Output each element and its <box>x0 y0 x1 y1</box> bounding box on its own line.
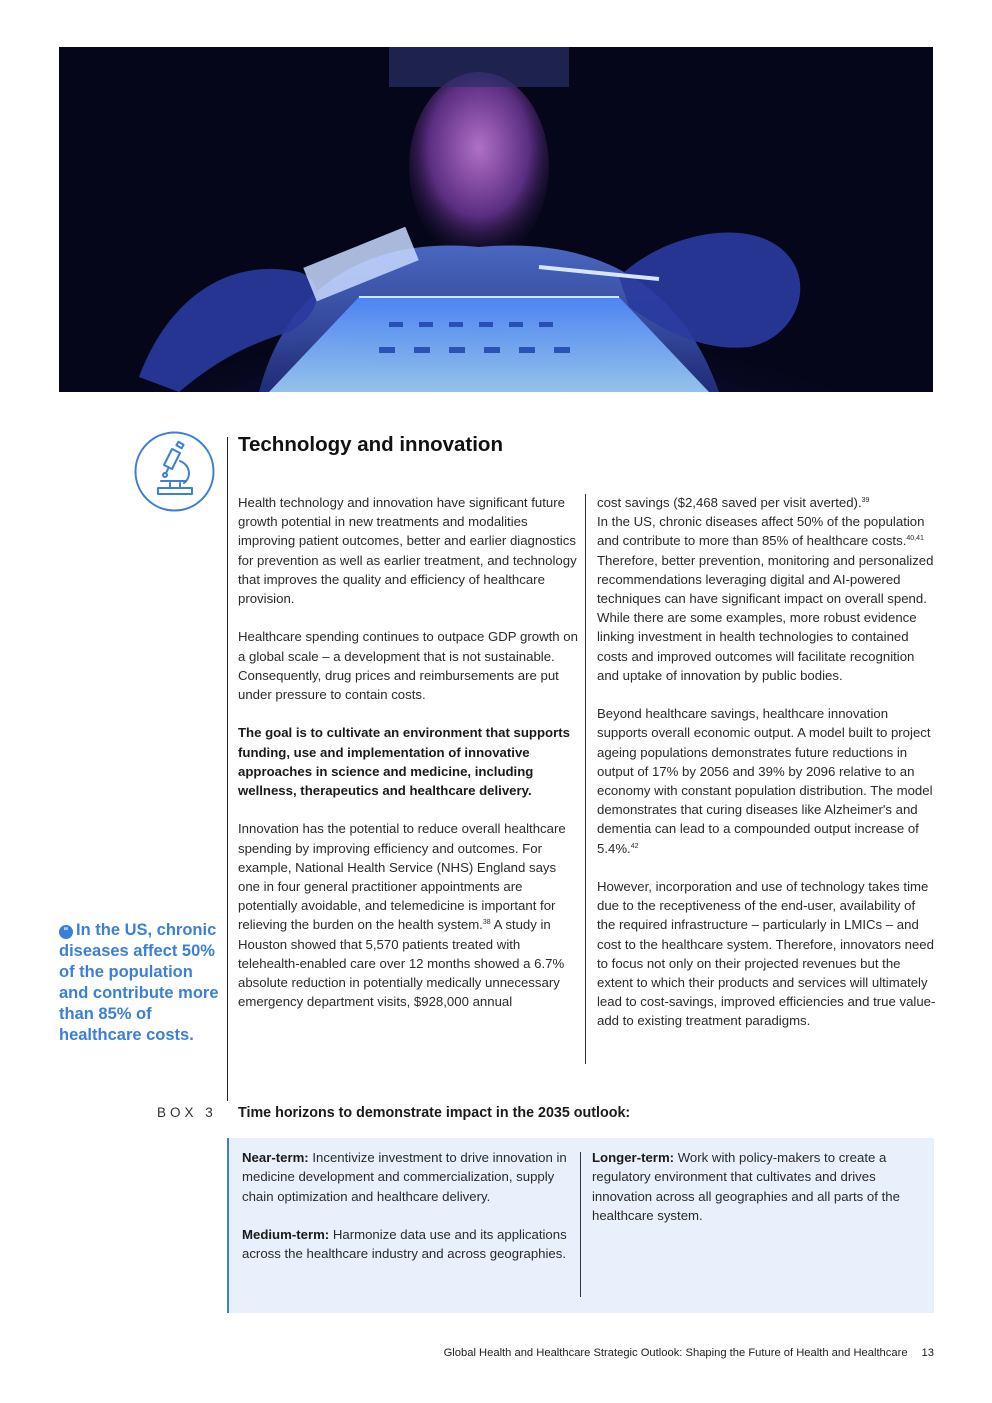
paragraph-emphasis <box>238 723 578 800</box>
body-column-right <box>597 493 937 1031</box>
microscope-icon <box>134 431 215 512</box>
footnote-ref: 40,41 <box>906 535 924 543</box>
section-left-rule <box>227 437 228 1101</box>
pull-quote-text: In the US, chronic diseases affect 50% of the population and contribute more than 85% of healthcare costs. <box>59 921 219 1044</box>
box-label: BOX 3 <box>157 1105 217 1120</box>
footer-report-subtitle: Shaping the Future of Health and Healthcare <box>682 1347 908 1359</box>
paragraph: Healthcare spending continues to outpace GDP growth on a global scale – a development that is not sustainable. Consequently, drug prices and reimbursements are put under pressure to contain costs. <box>238 629 578 703</box>
paragraph <box>597 512 937 685</box>
scientist-illustration <box>59 47 933 392</box>
medium-term-item <box>242 1225 567 1264</box>
page-footer <box>444 1347 934 1359</box>
paragraph-text: Innovation has the potential to reduce overall healthcare spending by improving efficiency and outcomes. For example, National Health Service (NHS) England says one in four general practitioner appointments are potentially avoidable, and telemedicine is important for relieving the burden on the health system. <box>238 821 566 933</box>
paragraph <box>597 493 937 512</box>
section-title: Technology and innovation <box>238 433 503 456</box>
near-term-item <box>242 1148 567 1206</box>
column-divider <box>585 494 586 1064</box>
medium-term-text: Harmonize data use and its applications across the healthcare industry and across geographies. <box>242 1227 567 1262</box>
paragraph <box>597 704 937 858</box>
hero-image <box>59 47 933 392</box>
box-column-right <box>592 1148 922 1244</box>
box-column-left <box>242 1148 567 1283</box>
footnote-ref: 42 <box>630 842 639 850</box>
quote-icon: “ <box>59 925 73 939</box>
bold-statement: The goal is to cultivate an environment that supports funding, use and implementation of innovative approaches in science and medicine, including wellness, therapeutics and healthcare delivery. <box>238 725 570 799</box>
body-column-left <box>238 493 578 1011</box>
footnote-ref: 39 <box>861 497 870 504</box>
near-term-label: Near-term: <box>242 1150 309 1165</box>
paragraph-text: Therefore, better prevention, monitoring and personalized recommendations leveraging digital and AI-powered techniques can have significant impact on overall spend. While there are some examples, more robust evidence linking investment in health technologies to contained costs and improved outcomes will facilitate recognition and uptake of innovation by public bodies. <box>597 552 934 683</box>
page-number: 13 <box>921 1347 934 1359</box>
paragraph-text: cost savings ($2,468 saved per visit averted). <box>597 495 862 510</box>
footer-report-title: Global Health and Healthcare Strategic Outlook: <box>443 1347 683 1359</box>
paragraph <box>238 819 578 1011</box>
box-divider <box>580 1152 581 1297</box>
paragraph-text: In the US, chronic diseases affect 50% of the population and contribute to more than 85% of healthcare costs. <box>597 514 925 549</box>
near-term-text: Incentivize investment to drive innovation in medicine development and commercialization, supply chain optimization and healthcare delivery. <box>242 1150 567 1204</box>
longer-term-item <box>592 1148 922 1225</box>
paragraph: However, incorporation and use of technology takes time due to the receptiveness of the end-user, availability of the required infrastructure – particularly in LMICs – and cost to the healthcare system. Therefore, innovators need to focus not only on their projected revenues but the extent to which their products and services will ultimately lead to cost-savings, improved efficiencies and true value-add to existing treatment paradigms. <box>597 879 936 1029</box>
footnote-ref: 38 <box>482 919 491 927</box>
paragraph-text: A study in Houston showed that 5,570 patients treated with telehealth-enabled care over 12 months showed a 6.7% absolute reduction in potentially medically unnecessary emergency department visits, $928,000 annual <box>238 917 565 1010</box>
pull-quote <box>59 920 219 1046</box>
paragraph-text: Beyond healthcare savings, healthcare innovation supports overall economic output. A model built to project ageing populations demonstrates future reductions in output of 17% by 2056 and 39% by 2096 relative to an economy with constant population distribution. The model demonstrates that curing diseases like Alzheimer's and dementia can lead to a compounded output increase of 5.4%. <box>597 706 933 856</box>
paragraph: Health technology and innovation have significant future growth potential in new treatments and modalities improving patient outcomes, better and earlier diagnostics for prevention as well as earlier treatment, and technology that improves the quality and efficiency of healthcare provision. <box>238 495 577 607</box>
medium-term-label: Medium-term: <box>242 1227 330 1243</box>
longer-term-text: Work with policy-makers to create a regulatory environment that cultivates and drives innovation across all geographies and all parts of the healthcare system. <box>592 1150 900 1223</box>
longer-term-label: Longer-term: <box>592 1150 675 1165</box>
box-title: Time horizons to demonstrate impact in the 2035 outlook: <box>238 1105 631 1121</box>
